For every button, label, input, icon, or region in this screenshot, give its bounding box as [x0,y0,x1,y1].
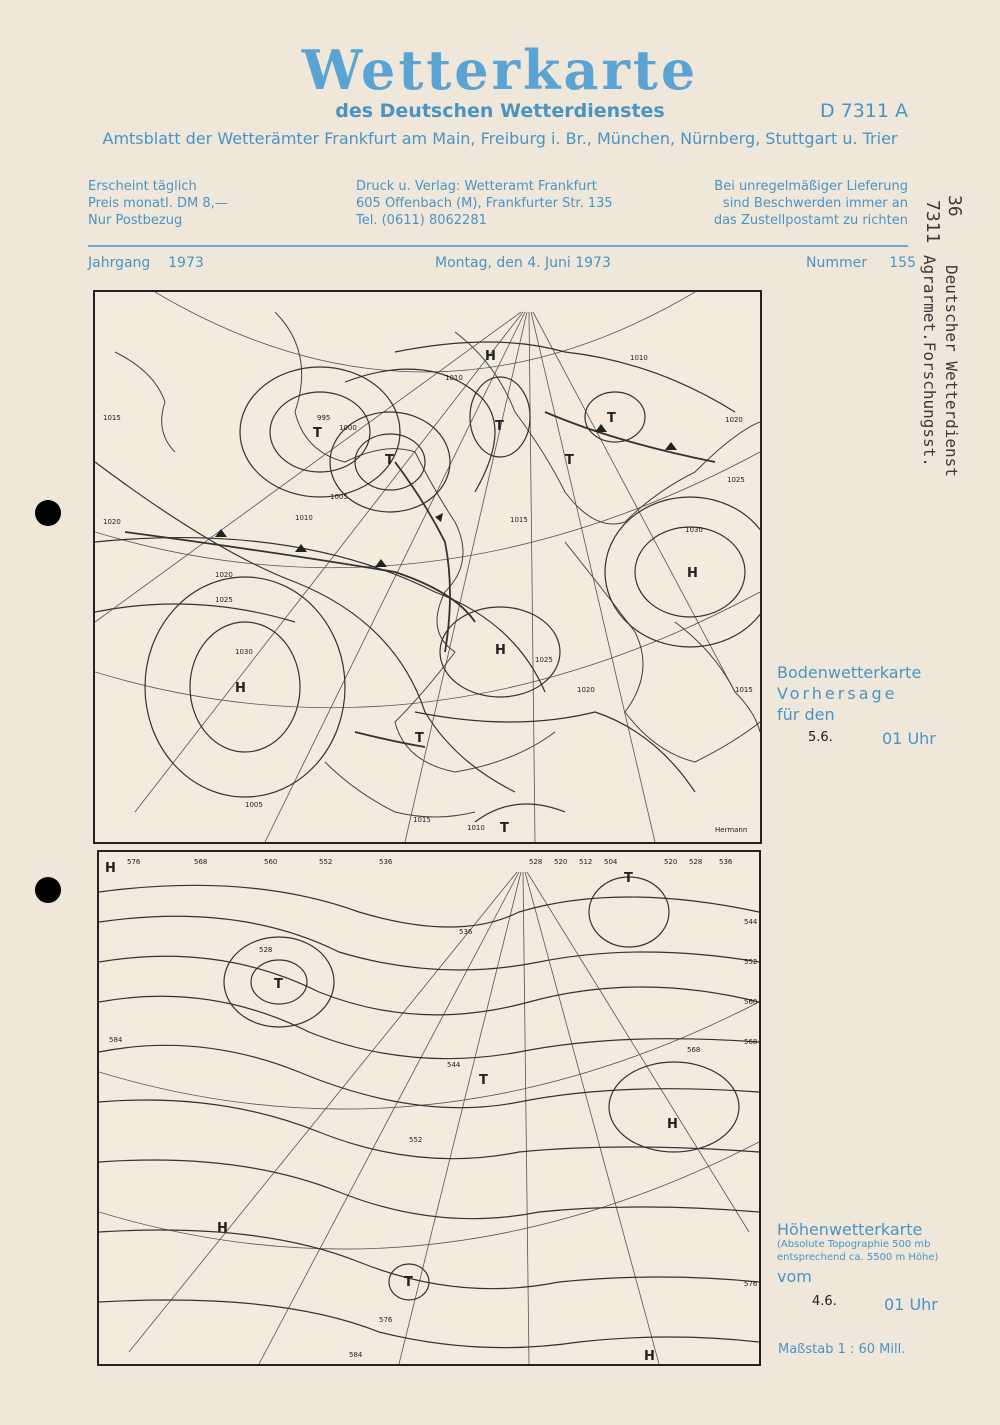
issue-date: Montag, den 4. Juni 1973 [435,255,611,271]
pub-right-line: Bei unregelmäßiger Lieferung [714,179,908,194]
low-pressure-symbol: T [607,411,616,426]
map-scale: Maßstab 1 : 60 Mill. [778,1342,906,1357]
upper-map-vom: vom [777,1267,812,1286]
isobar-label: 1025 [215,596,233,604]
stamp-line: Agrarmet.Forschungsst. [920,255,939,467]
upper-map-drawing [99,852,759,1364]
amtsblatt-line: Amtsblatt der Wetterämter Frankfurt am Main, Freiburg i. Br., München, Nürnberg, Stuttgart u. Trier [102,129,898,148]
surface-map-date: 5.6. [808,730,833,745]
isobar-label: 1010 [630,354,648,362]
isobar-label: 1025 [535,656,553,664]
high-pressure-symbol: H [687,566,698,581]
library-stamp [905,195,965,555]
isobar-label: 1020 [725,416,743,424]
masthead-title: Wetterkarte [301,38,699,102]
contour-label: 584 [109,1036,123,1044]
isobar-label: 1010 [295,514,313,522]
contour-label: 552 [744,958,758,966]
contour-label: 528 [259,946,273,954]
subscription-info [88,178,228,229]
map-graticule [99,872,759,1364]
punch-hole [35,500,61,526]
contour-label: 536 [719,858,733,866]
caption-line: für den [777,705,835,724]
caption-line: Vorhersage [777,684,898,703]
contour-label: 576 [379,1316,393,1324]
contour-label: 512 [579,858,593,866]
publisher-info [356,178,613,229]
contour-label: 560 [264,858,278,866]
subcaption-line: (Absolute Topographie 500 mb [777,1239,931,1250]
pub-mid-line: Druck u. Verlag: Wetteramt Frankfurt [356,179,597,194]
high-pressure-symbol: H [235,681,246,696]
high-pressure-symbol: H [105,861,116,876]
upper-map-title: Höhenwetterkarte [777,1220,923,1239]
isobar-label: 1015 [413,816,431,824]
isobar-label: 995 [317,414,331,422]
surface-map-drawing [95,292,760,842]
height-contours [99,877,759,1348]
isobars [95,342,760,822]
pub-left-line: Erscheint täglich [88,179,197,194]
pub-right-line: das Zustellpostamt zu richten [713,213,908,228]
low-pressure-symbol: T [415,731,424,746]
isobar-label: 1030 [685,526,703,534]
isobar-label: 1005 [330,493,348,501]
surface-map-time: 01 Uhr [882,729,936,748]
isobar-label: 1015 [510,516,528,524]
high-pressure-symbol: H [495,643,506,658]
surface-map-caption [777,662,947,725]
contour-label: 568 [194,858,208,866]
isobar-label: 1015 [735,686,753,694]
upper-map-time: 01 Uhr [884,1295,938,1314]
caption-line: Bodenwetterkarte [777,663,922,682]
masthead-subtitle: des Deutschen Wetterdienstes [335,100,665,122]
isobar-label: 1010 [445,374,463,382]
contour-label: 536 [379,858,393,866]
pub-left-line: Nur Postbezug [88,213,183,228]
isobar-label: 1025 [727,476,745,484]
upper-map-date: 4.6. [812,1294,837,1309]
pressure-systems [235,349,698,836]
contour-label: 552 [409,1136,423,1144]
jahrgang [88,255,204,271]
jahrgang-value: 1973 [168,255,204,271]
contour-label: 544 [744,918,758,926]
isobar-label: 1020 [103,518,121,526]
stamp-line: Deutscher Wetterdienst [942,265,961,477]
high-pressure-symbol: H [485,349,496,364]
low-pressure-symbol: T [500,821,509,836]
isobar-label: 1015 [103,414,121,422]
contour-label: 520 [664,858,678,866]
pub-left-line: Preis monatl. DM 8,— [88,196,228,211]
low-pressure-symbol: T [495,419,504,434]
contour-label: 560 [744,998,758,1006]
nummer-value: 155 [889,255,916,271]
delivery-info [712,178,908,229]
low-pressure-symbol: T [565,453,574,468]
pressure-systems [105,861,678,1364]
nummer [806,255,916,271]
low-pressure-symbol: T [274,977,283,992]
isobar-label: 1010 [467,824,485,832]
contour-label: 544 [447,1061,461,1069]
contour-label: 552 [319,858,333,866]
low-pressure-symbol: T [385,453,394,468]
contour-label: 568 [744,1038,758,1046]
upper-air-map [97,850,761,1366]
upper-map-subcaption [777,1238,957,1264]
contour-label: 576 [127,858,141,866]
contour-label: 528 [529,858,543,866]
stamp-number: 36 [944,195,965,217]
publication-code: D 7311 A [819,100,908,122]
contour-label: 584 [349,1351,363,1359]
contour-label: 528 [689,858,703,866]
subcaption-line: entsprechend ca. 5500 m Höhe) [777,1252,939,1263]
low-pressure-symbol: T [624,871,633,886]
contour-label: 576 [744,1280,758,1288]
contour-label: 504 [604,858,618,866]
isobar-label: 1005 [245,801,263,809]
high-pressure-symbol: H [644,1349,655,1364]
low-pressure-symbol: T [313,426,322,441]
header-rule [88,245,908,247]
isobar-label: 1020 [215,571,233,579]
map-signature: Hermann [715,826,748,834]
map-coastlines [115,312,760,817]
pressure-values [103,354,753,832]
isobar-label: 1030 [235,648,253,656]
jahrgang-label: Jahrgang [88,255,151,271]
contour-label: 536 [459,928,473,936]
isobar-label: 1020 [577,686,595,694]
pub-mid-line: 605 Offenbach (M), Frankfurter Str. 135 [356,196,613,211]
stamp-code: 7311 [922,200,943,244]
surface-weather-map [93,290,762,844]
contour-label: 520 [554,858,568,866]
pub-right-line: sind Beschwerden immer an [722,196,908,211]
isobar-label: 1000 [339,424,357,432]
contour-label: 568 [687,1046,701,1054]
punch-hole [35,877,61,903]
pub-mid-line: Tel. (0611) 8062281 [356,213,487,228]
low-pressure-symbol: T [404,1275,413,1290]
low-pressure-symbol: T [479,1073,488,1088]
high-pressure-symbol: H [667,1117,678,1132]
high-pressure-symbol: H [217,1221,228,1236]
nummer-label: Nummer [806,255,867,271]
